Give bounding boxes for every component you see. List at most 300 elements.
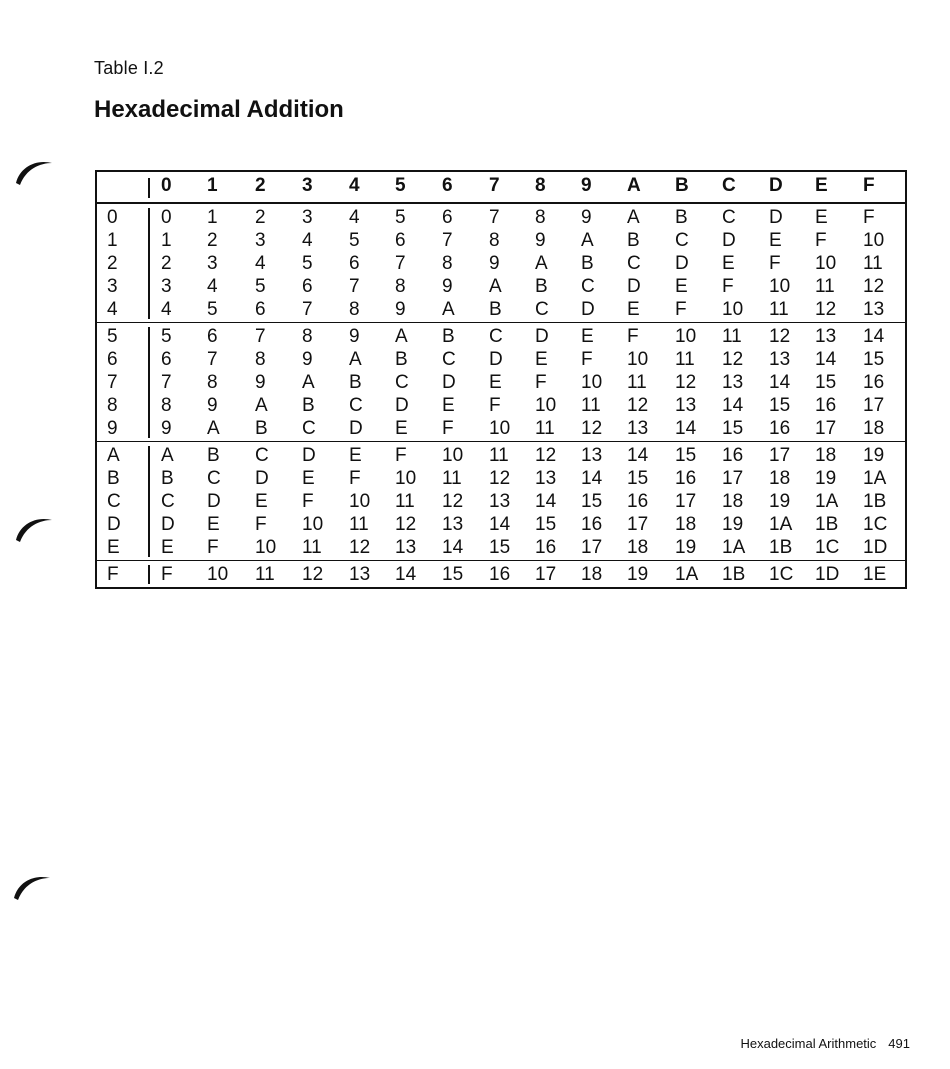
row-label: 8 <box>107 395 118 416</box>
sum-cell: 18 <box>627 537 649 558</box>
sum-cell: 14 <box>395 564 417 585</box>
sum-cell: B <box>349 372 362 393</box>
sum-cell: 16 <box>535 537 557 558</box>
row-label: 7 <box>107 372 118 393</box>
sum-cell: 10 <box>863 230 885 251</box>
sum-cell: E <box>161 537 174 558</box>
sum-cell: B <box>627 230 640 251</box>
sum-cell: E <box>395 418 408 439</box>
sum-cell: 12 <box>722 349 744 370</box>
sum-cell: A <box>581 230 594 251</box>
row-label: 4 <box>107 299 118 320</box>
table-header-row <box>97 172 905 204</box>
sum-cell: 7 <box>489 207 500 228</box>
sum-cell: 8 <box>535 207 546 228</box>
sum-cell: D <box>349 418 363 439</box>
sum-cell: 8 <box>442 253 453 274</box>
sum-cell: 1E <box>863 564 887 585</box>
sum-cell: 9 <box>489 253 500 274</box>
sum-cell: 1B <box>722 564 746 585</box>
sum-cell: 11 <box>863 253 883 274</box>
sum-cell: C <box>535 299 549 320</box>
sum-cell: 12 <box>815 299 837 320</box>
row-group <box>97 323 905 442</box>
sum-cell: F <box>722 276 734 297</box>
table-row <box>97 371 905 394</box>
sum-cell: 5 <box>349 230 360 251</box>
column-header: A <box>627 175 641 196</box>
sum-cell: 15 <box>535 514 557 535</box>
sum-cell: 16 <box>627 491 649 512</box>
sum-cell: 1C <box>815 537 840 558</box>
column-header: 8 <box>535 175 546 196</box>
sum-cell: A <box>489 276 502 297</box>
sum-cell: 3 <box>302 207 313 228</box>
sum-cell: 11 <box>535 418 555 439</box>
sum-cell: 5 <box>255 276 266 297</box>
sum-cell: 1B <box>863 491 887 512</box>
sum-cell: C <box>255 445 269 466</box>
margin-mark-icon <box>14 155 54 195</box>
sum-cell: D <box>535 326 549 347</box>
row-label: 3 <box>107 276 118 297</box>
table-body <box>97 204 905 587</box>
sum-cell: 13 <box>395 537 417 558</box>
sum-cell: 13 <box>627 418 649 439</box>
hex-addition-table <box>95 170 907 589</box>
sum-cell: 11 <box>581 395 601 416</box>
sum-cell: 4 <box>255 253 266 274</box>
sum-cell: 8 <box>207 372 218 393</box>
sum-cell: 16 <box>581 514 603 535</box>
sum-cell: E <box>255 491 268 512</box>
sum-cell: A <box>627 207 640 228</box>
sum-cell: 8 <box>161 395 172 416</box>
sum-cell: 7 <box>207 349 218 370</box>
sum-cell: 3 <box>161 276 172 297</box>
table-row <box>97 490 905 513</box>
sum-cell: D <box>675 253 689 274</box>
sum-cell: 9 <box>255 372 266 393</box>
sum-cell: 12 <box>769 326 791 347</box>
sum-cell: 13 <box>675 395 697 416</box>
sum-cell: C <box>395 372 409 393</box>
sum-cell: 16 <box>489 564 511 585</box>
sum-cell: 19 <box>627 564 649 585</box>
sum-cell: 11 <box>255 564 275 585</box>
row-label: F <box>107 564 119 585</box>
sum-cell: E <box>722 253 735 274</box>
sum-cell: D <box>395 395 409 416</box>
sum-cell: 10 <box>581 372 603 393</box>
sum-cell: 1A <box>815 491 839 512</box>
sum-cell: 9 <box>442 276 453 297</box>
table-row <box>97 417 905 440</box>
sum-cell: 3 <box>255 230 266 251</box>
sum-cell: 8 <box>349 299 360 320</box>
sum-cell: D <box>207 491 221 512</box>
sum-cell: 10 <box>302 514 324 535</box>
sum-cell: D <box>302 445 316 466</box>
sum-cell: 15 <box>769 395 791 416</box>
table-row <box>97 229 905 252</box>
sum-cell: C <box>675 230 689 251</box>
sum-cell: 1A <box>675 564 699 585</box>
table-row <box>97 467 905 490</box>
column-header: 5 <box>395 175 406 196</box>
sum-cell: E <box>349 445 362 466</box>
sum-cell: 7 <box>442 230 453 251</box>
sum-cell: 15 <box>675 445 697 466</box>
sum-cell: 6 <box>442 207 453 228</box>
sum-cell: 17 <box>581 537 603 558</box>
sum-cell: D <box>627 276 641 297</box>
sum-cell: 18 <box>581 564 603 585</box>
sum-cell: 13 <box>489 491 511 512</box>
sum-cell: 15 <box>815 372 837 393</box>
sum-cell: 19 <box>863 445 885 466</box>
sum-cell: B <box>535 276 548 297</box>
sum-cell: 4 <box>349 207 360 228</box>
sum-cell: 9 <box>302 349 313 370</box>
sum-cell: 17 <box>627 514 649 535</box>
sum-cell: 16 <box>815 395 837 416</box>
sum-cell: 8 <box>395 276 406 297</box>
sum-cell: 5 <box>302 253 313 274</box>
sum-cell: 7 <box>161 372 172 393</box>
sum-cell: 14 <box>722 395 744 416</box>
column-header: 7 <box>489 175 500 196</box>
row-label: A <box>107 445 120 466</box>
sum-cell: 11 <box>349 514 369 535</box>
sum-cell: 1B <box>815 514 839 535</box>
sum-cell: 9 <box>395 299 406 320</box>
sum-cell: 12 <box>489 468 511 489</box>
sum-cell: 15 <box>442 564 464 585</box>
sum-cell: F <box>675 299 687 320</box>
sum-cell: 15 <box>863 349 885 370</box>
sum-cell: 14 <box>675 418 697 439</box>
sum-cell: B <box>675 207 688 228</box>
sum-cell: 17 <box>535 564 557 585</box>
sum-cell: 7 <box>349 276 360 297</box>
sum-cell: C <box>627 253 641 274</box>
sum-cell: C <box>349 395 363 416</box>
sum-cell: 5 <box>207 299 218 320</box>
sum-cell: A <box>395 326 408 347</box>
sum-cell: 5 <box>395 207 406 228</box>
sum-cell: D <box>722 230 736 251</box>
sum-cell: 1C <box>769 564 794 585</box>
sum-cell: 13 <box>349 564 371 585</box>
sum-cell: 12 <box>675 372 697 393</box>
row-label: B <box>107 468 120 489</box>
sum-cell: D <box>489 349 503 370</box>
sum-cell: 18 <box>815 445 837 466</box>
column-header: 6 <box>442 175 453 196</box>
sum-cell: 6 <box>395 230 406 251</box>
sum-cell: B <box>395 349 408 370</box>
sum-cell: 1 <box>207 207 218 228</box>
sum-cell: B <box>302 395 315 416</box>
margin-mark-icon <box>14 510 54 550</box>
sum-cell: F <box>581 349 593 370</box>
sum-cell: 17 <box>769 445 791 466</box>
sum-cell: 12 <box>442 491 464 512</box>
column-header: 2 <box>255 175 266 196</box>
table-row <box>97 394 905 417</box>
sum-cell: E <box>815 207 828 228</box>
margin-mark-icon <box>12 868 52 908</box>
sum-cell: 12 <box>627 395 649 416</box>
sum-cell: 2 <box>207 230 218 251</box>
sum-cell: 9 <box>349 326 360 347</box>
sum-cell: E <box>769 230 782 251</box>
sum-cell: 6 <box>255 299 266 320</box>
sum-cell: F <box>535 372 547 393</box>
column-header: B <box>675 175 689 196</box>
sum-cell: 13 <box>535 468 557 489</box>
sum-cell: 12 <box>395 514 417 535</box>
sum-cell: 10 <box>535 395 557 416</box>
sum-cell: 14 <box>769 372 791 393</box>
row-group <box>97 561 905 587</box>
sum-cell: 14 <box>815 349 837 370</box>
sum-cell: 17 <box>863 395 885 416</box>
sum-cell: 7 <box>395 253 406 274</box>
sum-cell: 7 <box>255 326 266 347</box>
sum-cell: 15 <box>627 468 649 489</box>
sum-cell: F <box>255 514 267 535</box>
sum-cell: F <box>161 564 173 585</box>
sum-cell: C <box>207 468 221 489</box>
sum-cell: F <box>769 253 781 274</box>
sum-cell: D <box>769 207 783 228</box>
sum-cell: 14 <box>442 537 464 558</box>
sum-cell: 16 <box>675 468 697 489</box>
row-label: C <box>107 491 121 512</box>
sum-cell: B <box>255 418 268 439</box>
column-header: E <box>815 175 828 196</box>
sum-cell: 4 <box>161 299 172 320</box>
sum-cell: 17 <box>675 491 697 512</box>
sum-cell: 4 <box>302 230 313 251</box>
page-title: Hexadecimal Addition <box>94 96 344 123</box>
sum-cell: 6 <box>161 349 172 370</box>
sum-cell: 1B <box>769 537 793 558</box>
sum-cell: 10 <box>722 299 744 320</box>
sum-cell: B <box>161 468 174 489</box>
sum-cell: 6 <box>349 253 360 274</box>
sum-cell: F <box>815 230 827 251</box>
sum-cell: 18 <box>675 514 697 535</box>
sum-cell: 9 <box>581 207 592 228</box>
sum-cell: 17 <box>815 418 837 439</box>
sum-cell: 16 <box>722 445 744 466</box>
sum-cell: 14 <box>627 445 649 466</box>
sum-cell: E <box>581 326 594 347</box>
sum-cell: E <box>442 395 455 416</box>
sum-cell: C <box>302 418 316 439</box>
table-row <box>97 444 905 467</box>
sum-cell: A <box>161 445 174 466</box>
sum-cell: 8 <box>489 230 500 251</box>
sum-cell: A <box>302 372 315 393</box>
sum-cell: 2 <box>255 207 266 228</box>
sum-cell: 9 <box>161 418 172 439</box>
sum-cell: 11 <box>302 537 322 558</box>
row-label: E <box>107 537 120 558</box>
row-label: 1 <box>107 230 118 251</box>
sum-cell: 8 <box>302 326 313 347</box>
sum-cell: 19 <box>675 537 697 558</box>
sum-cell: C <box>489 326 503 347</box>
column-header: 9 <box>581 175 592 196</box>
sum-cell: 2 <box>161 253 172 274</box>
sum-cell: B <box>489 299 502 320</box>
sum-cell: A <box>207 418 220 439</box>
sum-cell: F <box>489 395 501 416</box>
footer-label: Hexadecimal Arithmetic <box>740 1036 877 1051</box>
header-divider <box>148 178 150 198</box>
sum-cell: 10 <box>442 445 464 466</box>
sum-cell: 10 <box>627 349 649 370</box>
table-row <box>97 348 905 371</box>
row-label: 9 <box>107 418 118 439</box>
sum-cell: 13 <box>581 445 603 466</box>
sum-cell: A <box>442 299 455 320</box>
row-label: 0 <box>107 207 118 228</box>
sum-cell: D <box>255 468 269 489</box>
sum-cell: D <box>581 299 595 320</box>
sum-cell: 10 <box>815 253 837 274</box>
sum-cell: C <box>161 491 175 512</box>
sum-cell: 9 <box>535 230 546 251</box>
sum-cell: 7 <box>302 299 313 320</box>
sum-cell: 1D <box>863 537 888 558</box>
sum-cell: 16 <box>769 418 791 439</box>
sum-cell: D <box>442 372 456 393</box>
sum-cell: E <box>207 514 220 535</box>
sum-cell: 11 <box>815 276 835 297</box>
column-header: C <box>722 175 736 196</box>
sum-cell: 1A <box>863 468 887 489</box>
sum-cell: 14 <box>581 468 603 489</box>
sum-cell: C <box>442 349 456 370</box>
sum-cell: E <box>627 299 640 320</box>
sum-cell: 3 <box>207 253 218 274</box>
column-header: 4 <box>349 175 360 196</box>
sum-cell: 9 <box>207 395 218 416</box>
row-label: 2 <box>107 253 118 274</box>
sum-cell: 11 <box>722 326 742 347</box>
sum-cell: F <box>207 537 219 558</box>
sum-cell: 15 <box>722 418 744 439</box>
sum-cell: 11 <box>769 299 789 320</box>
sum-cell: B <box>207 445 220 466</box>
sum-cell: 11 <box>395 491 415 512</box>
table-row <box>97 275 905 298</box>
sum-cell: 18 <box>722 491 744 512</box>
sum-cell: 13 <box>769 349 791 370</box>
sum-cell: 6 <box>302 276 313 297</box>
row-label: 5 <box>107 326 118 347</box>
sum-cell: 19 <box>769 491 791 512</box>
row-label: 6 <box>107 349 118 370</box>
page-footer <box>740 1036 910 1051</box>
sum-cell: F <box>395 445 407 466</box>
sum-cell: C <box>581 276 595 297</box>
sum-cell: 6 <box>207 326 218 347</box>
sum-cell: 10 <box>349 491 371 512</box>
sum-cell: 1A <box>722 537 746 558</box>
table-row <box>97 325 905 348</box>
row-group <box>97 204 905 323</box>
table-row <box>97 206 905 229</box>
sum-cell: 10 <box>255 537 277 558</box>
column-header: 1 <box>207 175 218 196</box>
column-header: 3 <box>302 175 313 196</box>
sum-cell: 13 <box>815 326 837 347</box>
table-row <box>97 298 905 321</box>
sum-cell: 19 <box>722 514 744 535</box>
sum-cell: 13 <box>722 372 744 393</box>
page-number: 491 <box>888 1036 910 1051</box>
sum-cell: 15 <box>489 537 511 558</box>
sum-cell: F <box>863 207 875 228</box>
sum-cell: 0 <box>161 207 172 228</box>
sum-cell: 11 <box>442 468 462 489</box>
column-header: F <box>863 175 875 196</box>
sum-cell: E <box>302 468 315 489</box>
sum-cell: 11 <box>489 445 509 466</box>
sum-cell: 11 <box>627 372 647 393</box>
table-caption: Table I.2 <box>94 58 164 78</box>
sum-cell: 19 <box>815 468 837 489</box>
sum-cell: 10 <box>489 418 511 439</box>
sum-cell: 11 <box>675 349 695 370</box>
sum-cell: 8 <box>255 349 266 370</box>
sum-cell: 13 <box>442 514 464 535</box>
sum-cell: F <box>349 468 361 489</box>
sum-cell: F <box>627 326 639 347</box>
sum-cell: B <box>442 326 455 347</box>
sum-cell: F <box>302 491 314 512</box>
row-label: D <box>107 514 121 535</box>
sum-cell: D <box>161 514 175 535</box>
sum-cell: 17 <box>722 468 744 489</box>
sum-cell: 10 <box>769 276 791 297</box>
sum-cell: 5 <box>161 326 172 347</box>
sum-cell: 15 <box>581 491 603 512</box>
sum-cell: 16 <box>863 372 885 393</box>
sum-cell: 14 <box>863 326 885 347</box>
sum-cell: B <box>581 253 594 274</box>
sum-cell: A <box>349 349 362 370</box>
sum-cell: 1A <box>769 514 793 535</box>
sum-cell: 10 <box>675 326 697 347</box>
table-row <box>97 536 905 559</box>
table-row <box>97 252 905 275</box>
table-row <box>97 513 905 536</box>
sum-cell: 18 <box>769 468 791 489</box>
sum-cell: A <box>255 395 268 416</box>
sum-cell: C <box>722 207 736 228</box>
sum-cell: 14 <box>535 491 557 512</box>
sum-cell: A <box>535 253 548 274</box>
sum-cell: 12 <box>302 564 324 585</box>
sum-cell: E <box>535 349 548 370</box>
